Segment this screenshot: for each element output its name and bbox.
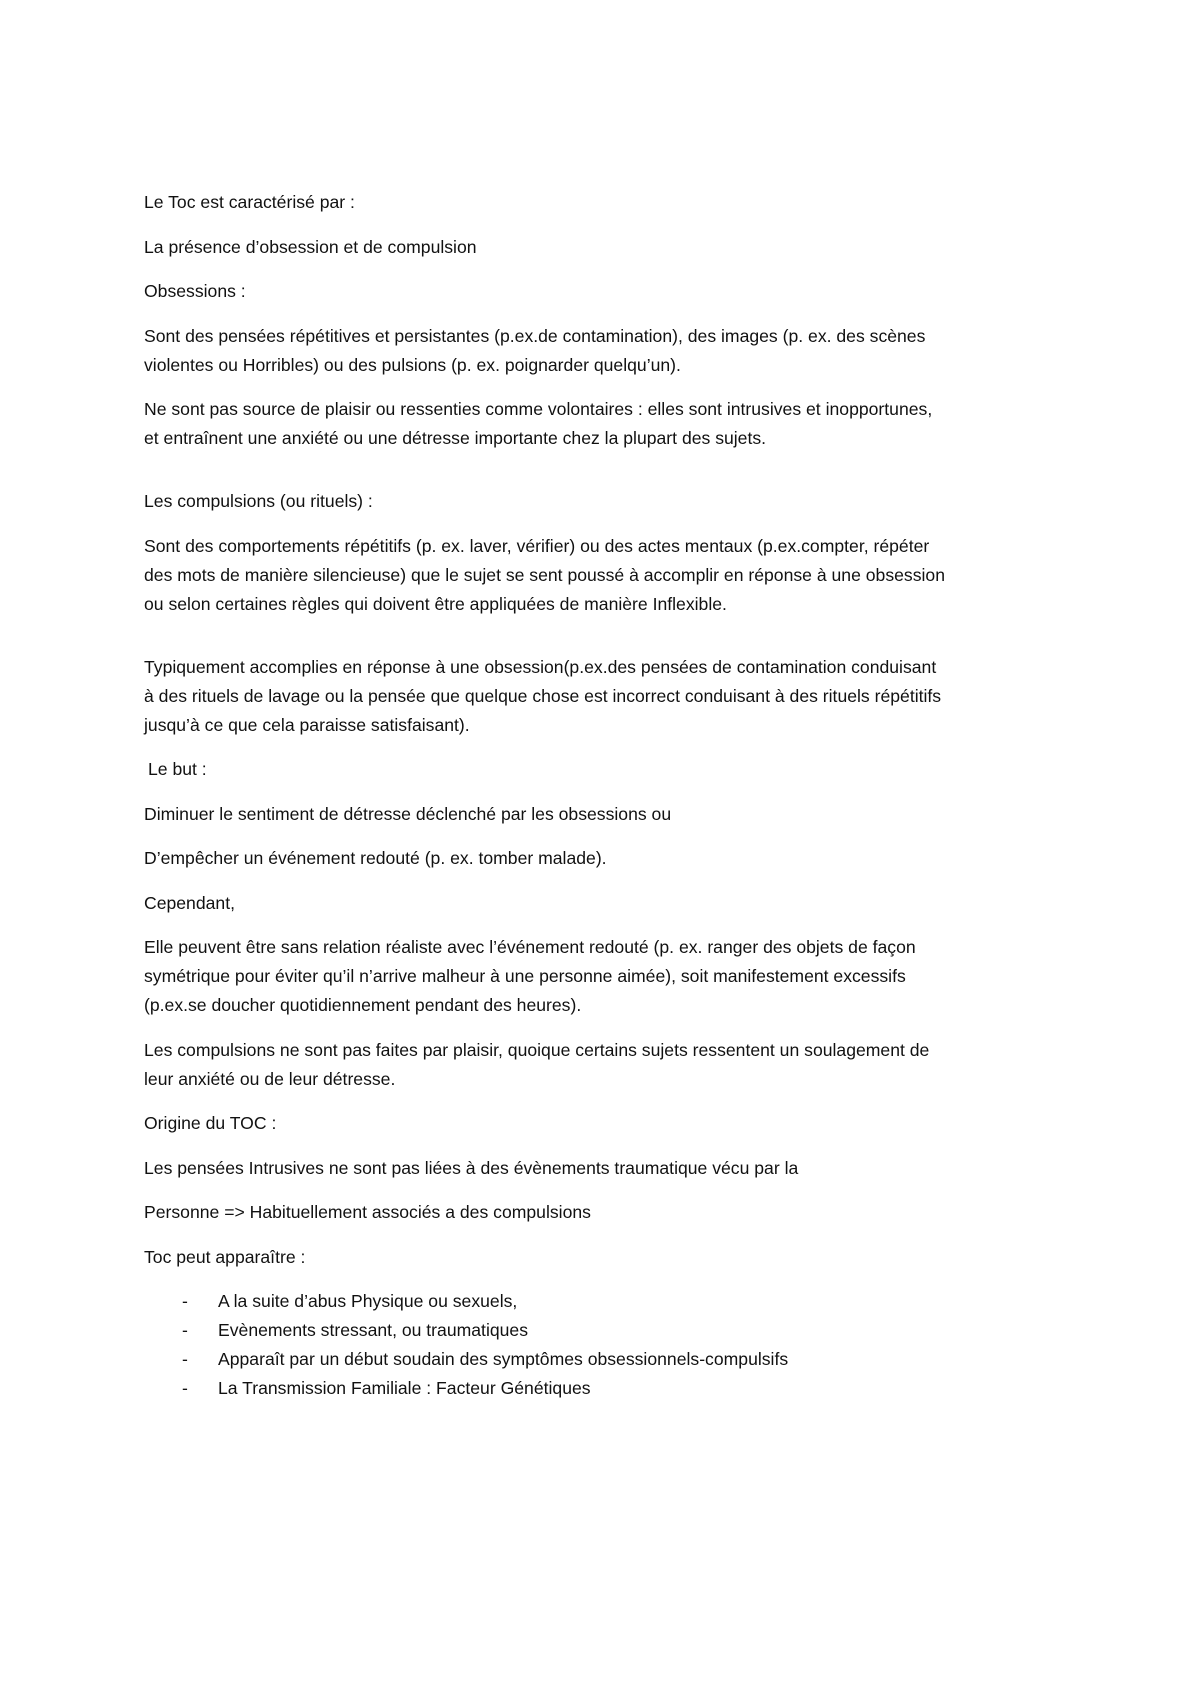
- text-line: Typiquement accomplies en réponse à une obsession(p.ex.des pensées de contamination conduisant: [144, 656, 937, 677]
- text-line: Les compulsions ne sont pas faites par plaisir, quoique certains sujets ressentent un soulagement de: [144, 1039, 930, 1060]
- text-line: Ne sont pas source de plaisir ou ressenties comme volontaires : elles sont intrusives et inopportunes,: [144, 399, 933, 419]
- goal-line-1: Diminuer le sentiment de détresse déclenché par les obsessions ou: [144, 803, 672, 824]
- obsessions-effect: [144, 395, 1074, 453]
- text-line: violentes ou Horribles) ou des pulsions (p. ex. poignarder quelqu’un).: [144, 354, 681, 375]
- text-line: (p.ex.se doucher quotidiennement pendant des heures).: [144, 995, 582, 1015]
- however-paragraph: [144, 933, 1074, 1020]
- bullet-dash: -: [182, 1378, 188, 1398]
- goal-title: Le but :: [148, 759, 207, 779]
- intro-heading: Le Toc est caractérisé par :: [144, 192, 355, 212]
- list-item: [144, 1316, 1074, 1345]
- text-line: et entraînent une anxiété ou une détresse importante chez la plupart des sujets.: [144, 428, 767, 448]
- bullet-list: [144, 1287, 1074, 1403]
- list-item-text: A la suite d’abus Physique ou sexuels,: [218, 1291, 518, 1311]
- bullet-dash: -: [182, 1320, 188, 1340]
- obsessions-title: Obsessions :: [144, 281, 246, 301]
- pleasure-paragraph: [144, 1036, 1074, 1094]
- origin-title: Origine du TOC :: [144, 1113, 277, 1133]
- typically-paragraph: [144, 653, 1074, 740]
- text-line: ou selon certaines règles qui doivent être appliquées de manière Inflexible.: [144, 593, 727, 614]
- text-line: des mots de manière silencieuse) que le sujet se sent poussé à accomplir en réponse à une obsession: [144, 564, 945, 585]
- text-line: à des rituels de lavage ou la pensée que quelque chose est incorrect conduisant à des rituels répétitifs: [144, 685, 942, 706]
- obsessions-definition: [144, 322, 1074, 380]
- list-item: [144, 1374, 1074, 1403]
- list-item-text: La Transmission Familiale : Facteur Génétiques: [218, 1378, 591, 1398]
- presence-line: La présence d’obsession et de compulsion: [144, 236, 477, 257]
- bullet-dash: -: [182, 1349, 188, 1369]
- text-line: Elle peuvent être sans relation réaliste avec l’événement redouté (p. ex. ranger des objets de façon: [144, 937, 916, 957]
- origin-line-2: Personne => Habituellement associés a des compulsions: [144, 1202, 591, 1222]
- list-item: [144, 1345, 1074, 1374]
- toc-appear-heading: Toc peut apparaître :: [144, 1246, 306, 1267]
- text-line: leur anxiété ou de leur détresse.: [144, 1068, 396, 1089]
- text-line: Sont des pensées répétitives et persistantes (p.ex.de contamination), des images (p. ex. des scènes: [144, 325, 926, 346]
- compulsions-title: Les compulsions (ou rituels) :: [144, 491, 373, 511]
- compulsions-definition: [144, 532, 1074, 619]
- bullet-dash: -: [182, 1291, 188, 1311]
- list-item-text: Apparaît par un début soudain des symptômes obsessionnels-compulsifs: [218, 1349, 789, 1369]
- text-line: Sont des comportements répétitifs (p. ex. laver, vérifier) ou des actes mentaux (p.ex.compter, répéter: [144, 535, 930, 556]
- origin-line-1: Les pensées Intrusives ne sont pas liées à des évènements traumatique vécu par la: [144, 1157, 799, 1178]
- however-heading: Cependant,: [144, 892, 235, 913]
- list-item-text: Evènements stressant, ou traumatiques: [218, 1320, 529, 1340]
- text-line: symétrique pour éviter qu’il n’arrive malheur à une personne aimée), soit manifestement excessifs: [144, 966, 906, 986]
- goal-line-2: D’empêcher un événement redouté (p. ex. tomber malade).: [144, 848, 607, 868]
- list-item: [144, 1287, 1074, 1316]
- text-line: jusqu’à ce que cela paraisse satisfaisant).: [144, 714, 470, 735]
- document-body: [144, 188, 1074, 1403]
